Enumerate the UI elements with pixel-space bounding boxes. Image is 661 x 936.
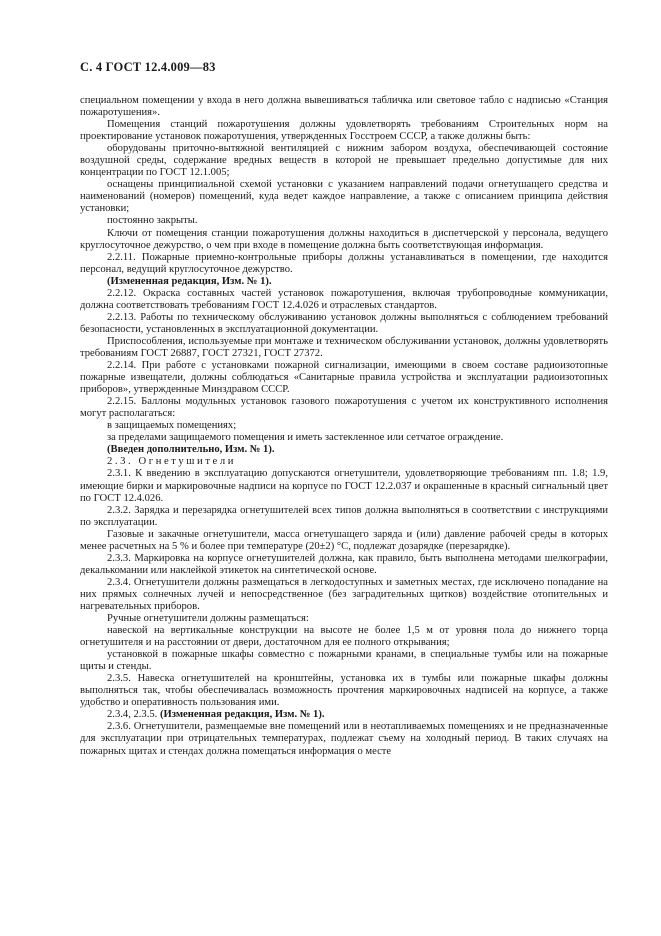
document-body	[80, 95, 608, 758]
paragraph: Ключи от помещения станции пожаротушения должны находиться в диспетчерской у персонала, ведущего круглосуточное дежурство, о чем при входе в помещение должна быть соответствующая информация.	[80, 227, 608, 251]
paragraph: 2.2.11. Пожарные приемно-контрольные приборы должны устанавливаться в помещении, где находится персонал, ведущий круглосуточное дежурство.	[80, 251, 608, 275]
paragraph: оснащены принципиальной схемой установки с указанием направлений подачи огнетушащего средства и наименований (номеров) помещений, куда ведет каждое направление, а также с описанием принципа действия установки;	[80, 179, 608, 215]
paragraph: навеской на вертикальные конструкции на высоте не более 1,5 м от уровня пола до нижнего торца огнетушителя и на расстоянии от двери, достаточном для ее полного открывания;	[80, 625, 608, 649]
section-heading: 2.3. Огнетушители	[107, 456, 237, 468]
paragraph: Помещения станций пожаротушения должны удовлетворять требованиям Строительных норм на проектирование установок пожаротушения, утвержденных Госстроем СССР, а также должны быть:	[80, 119, 608, 143]
paragraph: оборудованы приточно-вытяжной вентиляцией с нижним забором воздуха, обеспечивающей состояние воздушной среды, содержание вредных веществ в которой не превышает предельно допустимые для них концентрации по ГОСТ 12.1.005;	[80, 143, 608, 179]
paragraph-prefix: 2.3.4, 2.3.5.	[107, 709, 160, 721]
paragraph: Ручные огнетушители должны размещаться:	[107, 613, 309, 625]
amendment-note: (Введен дополнительно, Изм. № 1).	[107, 444, 275, 456]
paragraph: Газовые и закачные огнетушители, масса огнетушащего заряда и (или) давление рабочей среды в которых менее расчетных на 5 % и более при температуре (20±2) °С, подлежат дозарядке (перезарядке).	[80, 528, 608, 552]
paragraph: 2.2.13. Работы по техническому обслуживанию установок должны выполняться с соблюдением требований безопасности, установленных в эксплуатационной документации.	[80, 311, 608, 335]
amendment-note: (Измененная редакция, Изм. № 1).	[107, 275, 272, 287]
amendment-note: (Измененная редакция, Изм. № 1).	[159, 709, 325, 721]
paragraph: 2.3.3. Маркировка на корпусе огнетушителей должна, как правило, быть выполнена методами шелкографии, декалькомании или наклейкой этикеток на синтетической основе.	[80, 552, 608, 576]
paragraph: 2.3.1. К введению в эксплуатацию допускаются огнетушители, удовлетворяющие требованиям пп. 1.8; 1.9, имеющие бирки и маркировочные надписи на корпусе по ГОСТ 12.2.037 и окрашенные в красный сигнальный цвет по ГОСТ 12.4.026.	[80, 468, 608, 504]
page-header: С. 4 ГОСТ 12.4.009—83	[80, 60, 216, 74]
paragraph: Приспособления, используемые при монтаже и техническом обслуживании установок, должны удовлетворять требованиям ГОСТ 26887, ГОСТ 27321, ГОСТ 27372.	[80, 335, 608, 359]
paragraph: за пределами защищаемого помещения и иметь застекленное или сетчатое ограждение.	[107, 432, 504, 444]
paragraph: 2.2.15. Баллоны модульных установок газового пожаротушения с учетом их конструктивного исполнения могут располагаться:	[80, 396, 608, 420]
paragraph: специальном помещении у входа в него должна вывешиваться табличка или световое табло с надписью «Станция пожаротушения».	[80, 95, 608, 119]
paragraph: 2.3.2. Зарядка и перезарядка огнетушителей всех типов должна выполняться в соответствии с инструкциями по эксплуатации.	[80, 504, 608, 528]
paragraph: 2.3.4. Огнетушители должны размещаться в легкодоступных и заметных местах, где исключено попадание на них прямых солнечных лучей и непосредственное (без заградительных щитков) воздействие отопительных и нагревательных приборов.	[80, 576, 608, 612]
paragraph: постоянно закрыты.	[107, 215, 198, 227]
paragraph: в защищаемых помещениях;	[107, 420, 237, 432]
paragraph: установкой в пожарные шкафы совместно с пожарными кранами, в специальные тумбы или на пожарные щиты и стенды.	[80, 649, 608, 673]
paragraph: 2.2.12. Окраска составных частей установок пожаротушения, включая трубопроводные коммуникации, должна соответствовать требованиям ГОСТ 12.4.026 и отраслевых стандартов.	[80, 287, 608, 311]
paragraph: 2.3.6. Огнетушители, размещаемые вне помещений или в неотапливаемых помещениях и не предназначенные для эксплуатации при отрицательных температурах, подлежат съему на холодный период. В таких случаях на пожарных щитах и стендах должна помещаться информация о месте	[80, 721, 608, 757]
paragraph: 2.2.14. При работе с установками пожарной сигнализации, имеющими в своем составе радиоизотопные пожарные извещатели, должны соблюдаться «Санитарные правила устройства и эксплуатации радиоизотопных приборов», утвержденные Минздравом СССР.	[80, 360, 608, 396]
paragraph	[80, 709, 608, 721]
paragraph: 2.3.5. Навеска огнетушителей на кронштейны, установка их в тумбы или пожарные шкафы должны выполняться так, чтобы обеспечивалась возможность прочтения маркировочных надписей на корпусе, а также удобство и оперативность пользования ими.	[80, 673, 608, 709]
